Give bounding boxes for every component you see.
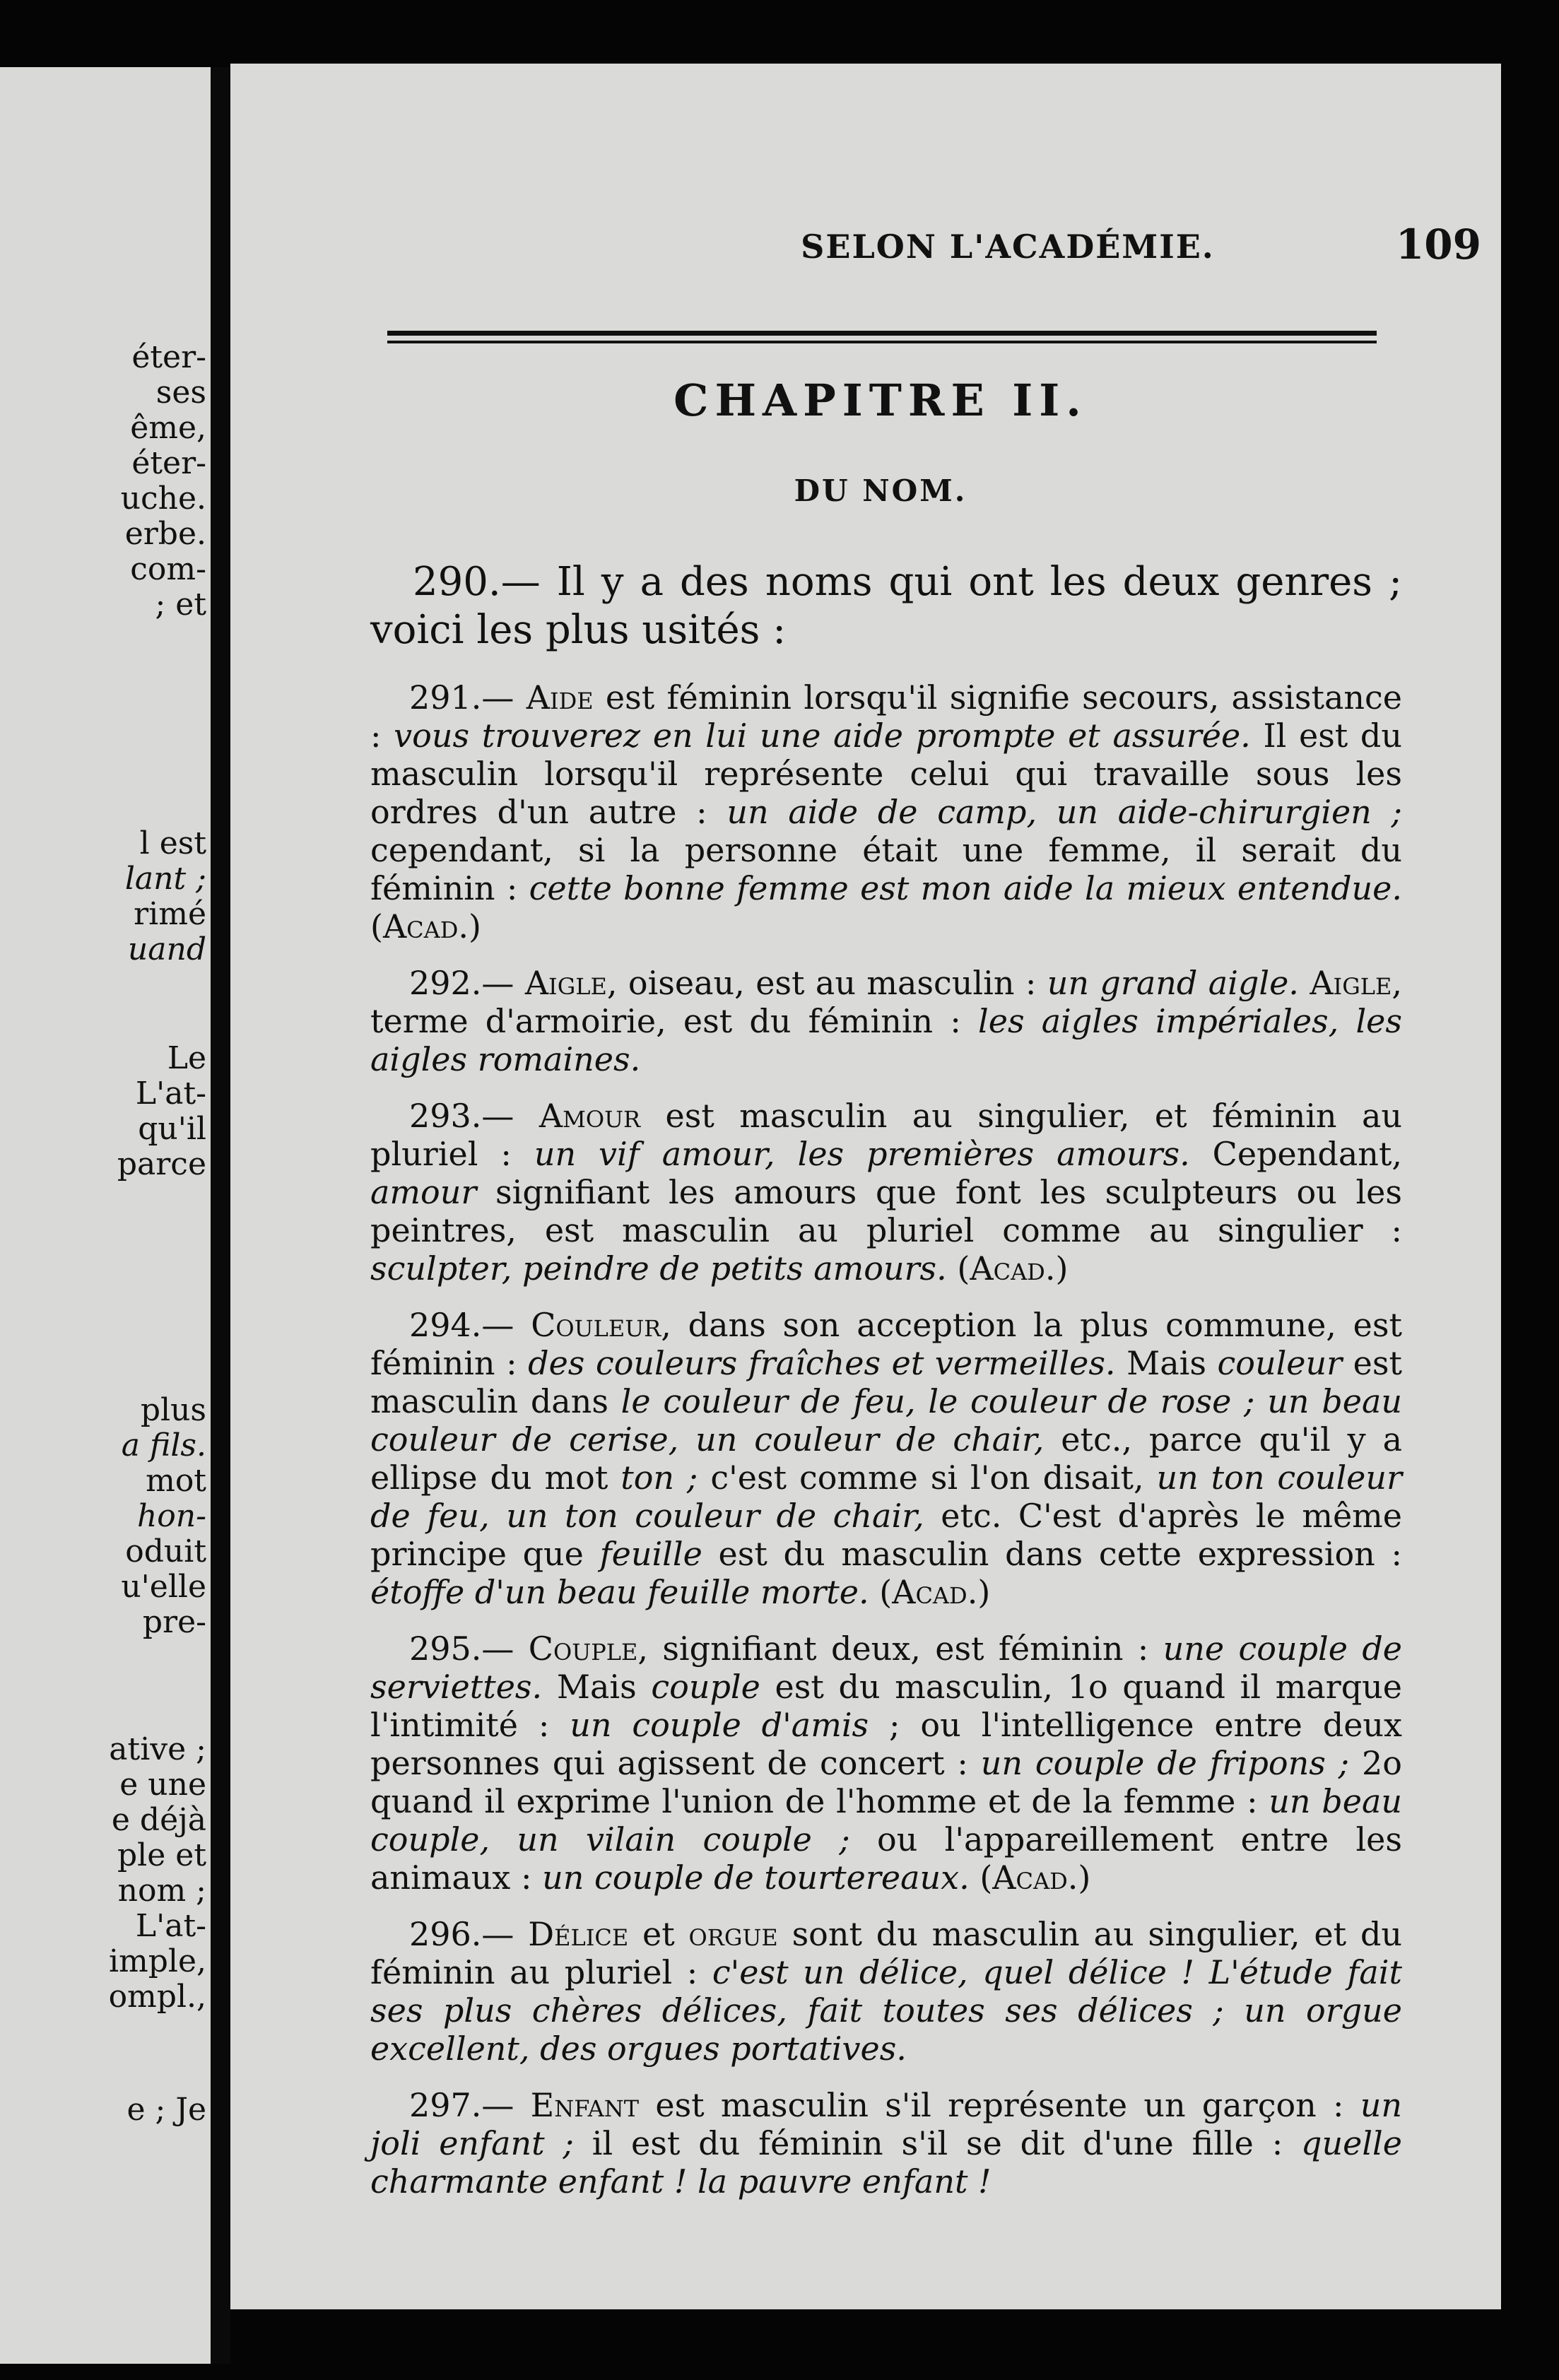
italic-example: amour [370,1173,477,1211]
italic-example: sculpter, peindre de petits amours. [370,1249,947,1288]
header-rule-thick [387,331,1377,336]
facing-page-text-line: éter- [131,339,206,375]
paragraph-text: sont du masculin au singulier, et du féminin au pluriel : [370,1915,1403,1991]
facing-page-text-line: mot [146,1463,206,1499]
numbered-paragraph [370,1915,1402,2068]
headword: orgue [688,1915,778,1953]
paragraph-number: 295.— [409,1630,514,1668]
paragraph-text: est du masculin, 1o quand il marque l'intimité : [370,1668,1403,1744]
italic-example: un couple d'amis [570,1706,869,1744]
italic-example: c'est un délice, quel délice ! L'étude fait ses plus chères délices, fait toutes ses délices ; un orgue excellent, des orgues portatives. [370,1953,1402,2068]
paragraph-number: 294.— [409,1306,514,1344]
facing-page-text-line: parce [117,1146,206,1182]
paragraph-number: 296.— [409,1915,514,1953]
italic-example: une couple de serviettes. [370,1630,1403,1706]
facing-page-text-line: pre- [142,1604,206,1640]
italic-example: les aigles impériales, les aigles romaines. [370,1002,1402,1078]
paragraph-text [1299,964,1310,1002]
paragraph-text: etc. C'est d'après le même principe que [370,1497,1403,1573]
headword: Acad. [382,907,469,945]
paragraph-text: c'est comme si l'on disait, [698,1459,1157,1497]
section-title: DU NOM. [794,473,967,508]
paragraph-text: ou l'appareillement entre les animaux : [370,1820,1402,1897]
paragraph-text: , dans son acception la plus commune, est féminin : [370,1306,1402,1382]
italic-example: vous trouverez en lui une aide prompte et assurée. [394,717,1251,755]
book-gutter [211,67,230,2364]
headword: Amour [539,1097,641,1135]
facing-page-text-line: ême, [130,410,206,446]
book-page [230,64,1501,2309]
italic-example: étoffe d'un beau feuille morte. [370,1573,869,1611]
paragraph-text: ( [946,1249,970,1288]
italic-example: feuille [599,1535,702,1573]
paragraph-text: , signifiant deux, est féminin : [637,1630,1163,1668]
paragraph-text: est masculin dans [370,1344,1402,1420]
headword: Acad. [992,1858,1078,1897]
facing-page-text-line: uand [127,931,206,967]
paragraph-text: signifiant les amours que font les sculpteurs ou les peintres, est masculin au pluriel comme au singulier : [370,1173,1402,1249]
italic-example: des couleurs fraîches et vermeilles. [528,1344,1116,1382]
italic-example: un couple de tourtereaux. [542,1858,970,1897]
facing-page-text-line: l est [139,825,206,861]
italic-example: quelle charmante enfant ! la pauvre enfant ! [370,2124,1402,2201]
paragraph-text: il est du féminin s'il se dit d'une fille : [573,2124,1302,2162]
numbered-paragraph [370,964,1402,1078]
facing-page-text-line: ; et [155,587,206,623]
paragraph-text: ) [1078,1858,1091,1897]
facing-page-text-line: ompl., [108,1979,206,2015]
italic-example: un grand aigle. [1047,964,1299,1002]
facing-page-text-line: L'at- [135,1076,206,1112]
italic-example: cette bonne femme est mon aide la mieux entendue. [529,869,1402,907]
headword: Enfant [530,2086,640,2124]
facing-page-text-line: a fils. [121,1427,206,1463]
numbered-paragraph [370,1630,1402,1897]
numbered-paragraph [370,1306,1402,1611]
headword: Aigle [524,964,607,1002]
facing-page-text-line: oduit [125,1533,206,1569]
facing-page-text-line: lant ; [124,861,206,897]
paragraph-text: , terme d'armoirie, est du féminin : [370,964,1402,1040]
headword: Délice [528,1915,629,1953]
paragraph-text: ) [469,907,481,945]
chapter-title: CHAPITRE II. [673,375,1088,426]
paragraph-number: 291.— [409,678,514,717]
paragraph-text: etc., parce qu'il y a ellipse du mot [370,1420,1402,1497]
page-body [370,558,1402,2219]
paragraph-text: est masculin s'il représente un garçon : [639,2086,1360,2124]
numbered-paragraph [370,678,1402,945]
italic-example: un joli enfant ; [370,2086,1402,2162]
facing-page-text-line: ple et [117,1837,206,1873]
paragraph-text: ( [869,1573,893,1611]
paragraph-text: Mais [1115,1344,1218,1382]
paragraph-number: 293.— [409,1097,514,1135]
facing-page-text-line: éter- [131,445,206,481]
facing-page-text-line: ses [155,375,206,411]
facing-page-text-line: L'at- [135,1908,206,1944]
facing-page-text-line: erbe. [124,516,206,552]
headword: Aide [526,678,594,717]
page-number: 109 [1395,220,1481,269]
italic-example: un couple de fripons ; [980,1744,1350,1782]
headword: Couple [528,1630,638,1668]
italic-example: un vif amour, les premières amours. [534,1135,1190,1173]
intro-paragraph: 290.— Il y a des noms qui ont les deux genres ; voici les plus usités : [370,559,1402,653]
italic-example: couple [651,1668,760,1706]
italic-example: couleur [1217,1344,1343,1382]
paragraph-list [370,678,1402,2201]
paragraph-text: et [628,1915,689,1953]
headword: Acad. [892,1573,978,1611]
facing-page-text-line: ative ; [109,1731,206,1767]
headword: Aigle [1310,964,1392,1002]
italic-example: ton ; [620,1459,698,1497]
facing-page-text-line: qu'il [138,1111,206,1147]
italic-example: le couleur de feu, le couleur de rose ; un beau couleur de cerise, un couleur de chair, [370,1382,1403,1459]
header-rule-thin [387,341,1377,343]
facing-page-text-line: imple, [108,1943,206,1979]
facing-page-text-line: com- [130,551,206,587]
facing-page-text-line: uche. [120,481,206,517]
paragraph-text: ( [370,907,383,945]
paragraph-number: 292.— [409,964,514,1002]
facing-page-text-line: plus [140,1392,206,1428]
running-head: SELON L'ACADÉMIE. [801,228,1215,266]
paragraph-text: Mais [542,1668,652,1706]
paragraph-text: , oiseau, est au masculin : [606,964,1047,1002]
facing-page-fragment [0,67,211,2364]
facing-page-text-line: nom ; [117,1873,206,1909]
paragraph-text: Cependant, [1189,1135,1402,1173]
headword: Couleur [531,1306,661,1344]
facing-page-text-line: Le [167,1040,206,1076]
numbered-paragraph [370,2086,1402,2201]
paragraph-text: Il est du masculin lorsqu'il représente celui qui travaille sous les ordres d'un autre : [370,717,1403,831]
paragraph-text: ( [969,1858,993,1897]
paragraph-text: est du masculin dans cette expression : [702,1535,1402,1573]
paragraph-text: ) [1055,1249,1069,1288]
facing-page-text-line: rimé [134,896,206,932]
paragraph-number: 297.— [409,2086,514,2124]
facing-page-text-line: e ; Je [127,2092,206,2128]
italic-example: un beau couple, un vilain couple ; [370,1782,1402,1858]
numbered-paragraph [370,1097,1402,1288]
paragraph-text: ; ou l'intelligence entre deux personnes qui agissent de concert : [370,1706,1402,1782]
paragraph-text: ) [977,1573,991,1611]
paragraph-text: est féminin lorsqu'il signifie secours, assistance : [370,678,1402,755]
paragraph-text: est masculin au singulier, et féminin au pluriel : [370,1097,1402,1173]
facing-page-text-line: hon- [136,1498,206,1534]
paragraph-text: 2o quand il exprime l'union de l'homme et de la femme : [370,1744,1402,1820]
italic-example: un ton couleur de feu, un ton couleur de chair, [370,1459,1402,1535]
paragraph-text: cependant, si la personne était une femme, il serait du féminin : [370,831,1402,907]
headword: Acad. [970,1249,1056,1288]
facing-page-text-line: u'elle [121,1569,206,1605]
facing-page-text-line: e une [119,1767,206,1803]
facing-page-text-line: e déjà [111,1802,206,1838]
italic-example: un aide de camp, un aide-chirurgien ; [726,793,1402,831]
